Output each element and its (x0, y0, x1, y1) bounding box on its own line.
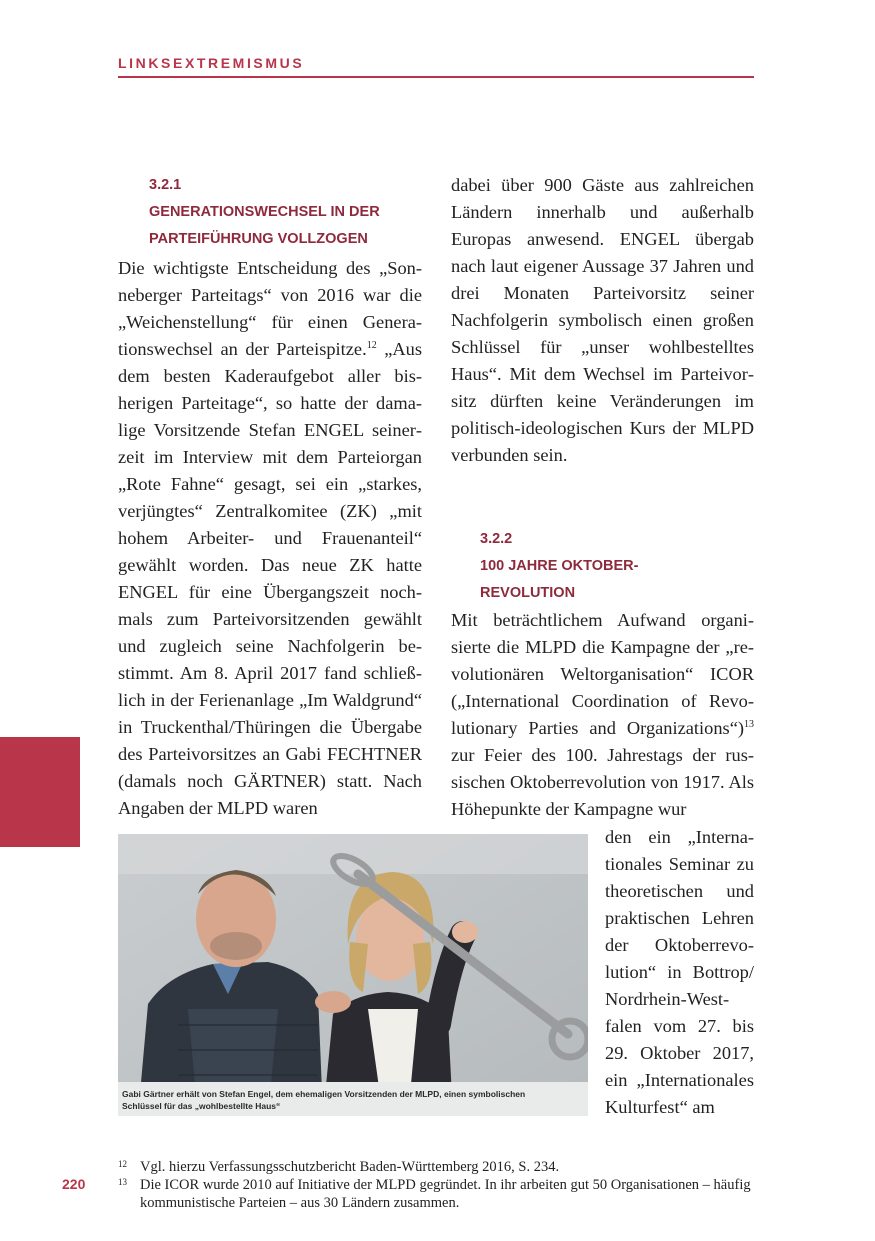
paragraph-text: Mit beträchtlichem Aufwand organisierte die MLPD die Kampagne der „revolutionären Weltorganisation“ ICOR („International Coordination of Revolutionary Parties and Organizations“) (451, 610, 754, 738)
footnote-13 (118, 1176, 754, 1212)
photo-caption (122, 1088, 582, 1112)
footnote-12 (118, 1158, 754, 1176)
right-column-text-mid (451, 607, 754, 823)
paragraph: den ein „Internationales Seminar zu theoretischen und praktischen Lehren der Oktoberrevolution“ in Bottrop/ Nordrhein-Westfalen vom 27. bis 29. Oktober 2017, ein „Internationales Kulturfest“ am (605, 827, 754, 1117)
footnote-text: Vgl. hierzu Verfassungsschutzbericht Baden-Württemberg 2016, S. 234. (140, 1159, 560, 1175)
footnotes (118, 1158, 754, 1212)
photo-illustration (118, 834, 588, 1116)
section-heading-3-2-1 (149, 172, 439, 253)
section-title-line: GENERATIONSWECHSEL IN DER (149, 204, 380, 220)
paragraph (118, 255, 422, 822)
paragraph-text: Die wichtigste Entscheidung des „Sonneberger Parteitags“ von 2016 war die „Weichenstellung“ für einen Generationswechsel an der Parteispitze. (118, 258, 422, 359)
left-column-text (118, 255, 422, 822)
caption-line: Schlüssel für das „wohlbestellte Haus“ (122, 1101, 281, 1111)
right-column-text-top (451, 172, 754, 469)
footnote-number: 13 (118, 1177, 127, 1187)
section-title-line: REVOLUTION (480, 585, 576, 601)
page-number: 220 (62, 1176, 86, 1192)
side-tab-marker (0, 737, 80, 847)
right-column-text-narrow (605, 824, 754, 1121)
paragraph (451, 607, 754, 823)
footnote-text: Die ICOR wurde 2010 auf Initiative der MLPD gegründet. In ihr arbeiten gut 50 Organisationen – häufig kommunistische Parteien – aus 30 Ländern zusammen. (140, 1177, 751, 1211)
paragraph-text: „Aus dem besten Kaderaufgebot aller bisherigen Parteitage“, so hatte der damalige Vorsitzende Stefan ENGEL seinerzeit im Interview mit dem Parteiorgan „Rote Fahne“ gesagt, sei ein „starkes, verjüngtes“ Zentralkomitee (ZK) „mit hohem Arbeiter- und Frauenanteil“ gewählt worden. Das neue ZK hatte ENGEL für eine Übergangszeit nochmals zum Parteivorsitzenden gewählt und zugleich seine Nachfolgerin bestimmt. Am 8. April 2017 fand schließlich in der Ferienanlage „Im Waldgrund“ in Truckenthal/Thüringen die Übergabe des Parteivorsitzes an Gabi FECHTNER (damals noch GÄRTNER) statt. Nach Angaben der MLPD waren (118, 339, 422, 818)
section-heading-3-2-2 (480, 526, 740, 607)
photo (118, 834, 588, 1116)
footnote-number: 12 (118, 1159, 127, 1169)
paragraph-text: zur Feier des 100. Jahrestags der russischen Oktoberrevolution von 1917. Als Höhepunkte der Kampagne wur (451, 745, 754, 819)
caption-line: Gabi Gärtner erhält von Stefan Engel, dem ehemaligen Vorsitzenden der MLPD, einen symbolischen (122, 1089, 526, 1099)
running-head: LINKSEXTREMISMUS (118, 55, 305, 71)
footnote-ref-13[interactable]: 13 (744, 718, 754, 730)
section-title-line: 100 JAHRE OKTOBER- (480, 558, 639, 574)
section-number: 3.2.2 (480, 531, 513, 547)
footnote-ref-12[interactable]: 12 (366, 339, 377, 351)
section-title-line: PARTEIFÜHRUNG VOLLZOGEN (149, 231, 368, 247)
header-rule (118, 76, 754, 78)
paragraph: dabei über 900 Gäste aus zahlreichen Ländern innerhalb und außerhalb Europas anwesend. ENGEL übergab nach laut eigener Aussage 37 Jahren und drei Monaten Parteivorsitz seiner Nachfolgerin symbolisch einen großen Schlüssel für „unser wohlbestelltes Haus“. Mit dem Wechsel im Parteivorsitz dürften keine Veränderungen im politisch-ideologischen Kurs der MLPD verbunden sein. (451, 175, 754, 465)
section-number: 3.2.1 (149, 177, 182, 193)
